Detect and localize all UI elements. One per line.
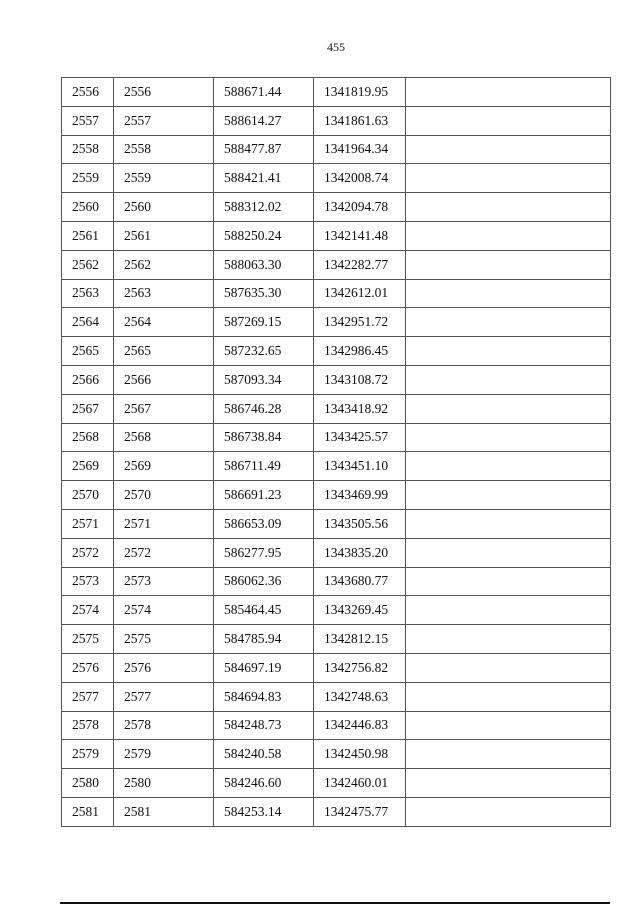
- cell-y-coordinate: 1343835.20: [314, 538, 406, 567]
- cell-point-number: 2563: [62, 279, 114, 308]
- cell-point-id: 2578: [114, 711, 214, 740]
- cell-point-number: 2581: [62, 797, 114, 826]
- cell-point-id: 2573: [114, 567, 214, 596]
- cell-point-id: 2571: [114, 509, 214, 538]
- cell-point-number: 2566: [62, 365, 114, 394]
- cell-point-id: 2557: [114, 106, 214, 135]
- cell-note: [406, 365, 611, 394]
- cell-y-coordinate: 1342951.72: [314, 308, 406, 337]
- cell-point-number: 2560: [62, 193, 114, 222]
- cell-point-id: 2581: [114, 797, 214, 826]
- table-row: [62, 797, 611, 826]
- cell-point-number: 2576: [62, 653, 114, 682]
- cell-y-coordinate: 1342282.77: [314, 250, 406, 279]
- cell-point-number: 2559: [62, 164, 114, 193]
- table-row: [62, 481, 611, 510]
- footer-rule: [60, 902, 610, 904]
- cell-x-coordinate: 586277.95: [214, 538, 314, 567]
- cell-y-coordinate: 1343418.92: [314, 394, 406, 423]
- cell-note: [406, 78, 611, 107]
- cell-point-id: 2559: [114, 164, 214, 193]
- cell-y-coordinate: 1343680.77: [314, 567, 406, 596]
- cell-note: [406, 193, 611, 222]
- table-row: [62, 423, 611, 452]
- cell-note: [406, 135, 611, 164]
- cell-point-id: 2562: [114, 250, 214, 279]
- cell-x-coordinate: 584246.60: [214, 769, 314, 798]
- cell-x-coordinate: 587269.15: [214, 308, 314, 337]
- cell-x-coordinate: 586691.23: [214, 481, 314, 510]
- cell-point-id: 2561: [114, 221, 214, 250]
- cell-x-coordinate: 584785.94: [214, 625, 314, 654]
- table-row: [62, 653, 611, 682]
- cell-note: [406, 797, 611, 826]
- cell-point-id: 2567: [114, 394, 214, 423]
- cell-point-number: 2562: [62, 250, 114, 279]
- cell-note: [406, 452, 611, 481]
- cell-point-id: 2568: [114, 423, 214, 452]
- cell-point-number: 2561: [62, 221, 114, 250]
- cell-point-id: 2556: [114, 78, 214, 107]
- table-row: [62, 193, 611, 222]
- cell-y-coordinate: 1341819.95: [314, 78, 406, 107]
- cell-x-coordinate: 586653.09: [214, 509, 314, 538]
- cell-point-id: 2576: [114, 653, 214, 682]
- cell-note: [406, 394, 611, 423]
- table-row: [62, 567, 611, 596]
- cell-point-number: 2572: [62, 538, 114, 567]
- cell-y-coordinate: 1343451.10: [314, 452, 406, 481]
- cell-point-id: 2560: [114, 193, 214, 222]
- cell-x-coordinate: 586738.84: [214, 423, 314, 452]
- cell-y-coordinate: 1342141.48: [314, 221, 406, 250]
- cell-point-number: 2577: [62, 682, 114, 711]
- cell-point-id: 2565: [114, 337, 214, 366]
- cell-point-number: 2575: [62, 625, 114, 654]
- cell-point-id: 2564: [114, 308, 214, 337]
- cell-point-id: 2579: [114, 740, 214, 769]
- cell-note: [406, 337, 611, 366]
- cell-point-number: 2565: [62, 337, 114, 366]
- cell-x-coordinate: 588312.02: [214, 193, 314, 222]
- cell-point-number: 2570: [62, 481, 114, 510]
- cell-note: [406, 250, 611, 279]
- page-number: 455: [327, 40, 345, 54]
- cell-y-coordinate: 1342756.82: [314, 653, 406, 682]
- table-row: [62, 625, 611, 654]
- cell-y-coordinate: 1342748.63: [314, 682, 406, 711]
- cell-point-number: 2568: [62, 423, 114, 452]
- cell-x-coordinate: 587093.34: [214, 365, 314, 394]
- cell-y-coordinate: 1342094.78: [314, 193, 406, 222]
- cell-point-id: 2563: [114, 279, 214, 308]
- cell-y-coordinate: 1343269.45: [314, 596, 406, 625]
- cell-x-coordinate: 584253.14: [214, 797, 314, 826]
- cell-x-coordinate: 586711.49: [214, 452, 314, 481]
- table-row: [62, 221, 611, 250]
- cell-point-id: 2580: [114, 769, 214, 798]
- cell-y-coordinate: 1343108.72: [314, 365, 406, 394]
- cell-note: [406, 596, 611, 625]
- coordinates-table-body: [62, 78, 611, 827]
- cell-point-id: 2572: [114, 538, 214, 567]
- cell-point-number: 2578: [62, 711, 114, 740]
- cell-y-coordinate: 1342446.83: [314, 711, 406, 740]
- cell-x-coordinate: 584248.73: [214, 711, 314, 740]
- cell-y-coordinate: 1342008.74: [314, 164, 406, 193]
- table-row: [62, 279, 611, 308]
- cell-x-coordinate: 586062.36: [214, 567, 314, 596]
- cell-x-coordinate: 588671.44: [214, 78, 314, 107]
- table-row: [62, 394, 611, 423]
- cell-x-coordinate: 586746.28: [214, 394, 314, 423]
- cell-point-id: 2569: [114, 452, 214, 481]
- cell-note: [406, 567, 611, 596]
- table-row: [62, 538, 611, 567]
- cell-note: [406, 682, 611, 711]
- cell-note: [406, 106, 611, 135]
- cell-point-number: 2569: [62, 452, 114, 481]
- table-row: [62, 308, 611, 337]
- table-row: [62, 135, 611, 164]
- table-row: [62, 711, 611, 740]
- cell-y-coordinate: 1343505.56: [314, 509, 406, 538]
- cell-note: [406, 221, 611, 250]
- table-row: [62, 682, 611, 711]
- cell-x-coordinate: 587635.30: [214, 279, 314, 308]
- cell-x-coordinate: 588614.27: [214, 106, 314, 135]
- cell-note: [406, 308, 611, 337]
- cell-point-number: 2573: [62, 567, 114, 596]
- table-row: [62, 164, 611, 193]
- cell-point-id: 2570: [114, 481, 214, 510]
- cell-point-number: 2558: [62, 135, 114, 164]
- cell-note: [406, 481, 611, 510]
- table-row: [62, 365, 611, 394]
- cell-y-coordinate: 1343425.57: [314, 423, 406, 452]
- cell-point-number: 2580: [62, 769, 114, 798]
- table-row: [62, 452, 611, 481]
- cell-y-coordinate: 1342460.01: [314, 769, 406, 798]
- coordinates-table: [61, 77, 611, 827]
- cell-note: [406, 509, 611, 538]
- table-row: [62, 78, 611, 107]
- cell-x-coordinate: 584240.58: [214, 740, 314, 769]
- cell-y-coordinate: 1341861.63: [314, 106, 406, 135]
- cell-y-coordinate: 1342986.45: [314, 337, 406, 366]
- cell-y-coordinate: 1342450.98: [314, 740, 406, 769]
- cell-note: [406, 164, 611, 193]
- cell-note: [406, 769, 611, 798]
- cell-point-number: 2567: [62, 394, 114, 423]
- cell-point-number: 2579: [62, 740, 114, 769]
- cell-x-coordinate: 585464.45: [214, 596, 314, 625]
- cell-y-coordinate: 1342812.15: [314, 625, 406, 654]
- cell-note: [406, 653, 611, 682]
- table-row: [62, 769, 611, 798]
- cell-point-id: 2566: [114, 365, 214, 394]
- table-row: [62, 740, 611, 769]
- table-row: [62, 337, 611, 366]
- cell-note: [406, 423, 611, 452]
- table-row: [62, 250, 611, 279]
- cell-x-coordinate: 588421.41: [214, 164, 314, 193]
- cell-y-coordinate: 1343469.99: [314, 481, 406, 510]
- cell-point-number: 2574: [62, 596, 114, 625]
- cell-point-number: 2557: [62, 106, 114, 135]
- cell-x-coordinate: 588063.30: [214, 250, 314, 279]
- cell-point-id: 2574: [114, 596, 214, 625]
- cell-y-coordinate: 1342475.77: [314, 797, 406, 826]
- cell-x-coordinate: 588250.24: [214, 221, 314, 250]
- table-row: [62, 509, 611, 538]
- cell-point-id: 2577: [114, 682, 214, 711]
- cell-x-coordinate: 584694.83: [214, 682, 314, 711]
- cell-note: [406, 740, 611, 769]
- cell-y-coordinate: 1341964.34: [314, 135, 406, 164]
- cell-note: [406, 538, 611, 567]
- table-row: [62, 106, 611, 135]
- cell-point-number: 2556: [62, 78, 114, 107]
- cell-x-coordinate: 584697.19: [214, 653, 314, 682]
- cell-note: [406, 711, 611, 740]
- table-row: [62, 596, 611, 625]
- cell-note: [406, 279, 611, 308]
- cell-x-coordinate: 587232.65: [214, 337, 314, 366]
- cell-point-id: 2575: [114, 625, 214, 654]
- cell-point-number: 2564: [62, 308, 114, 337]
- cell-point-number: 2571: [62, 509, 114, 538]
- cell-note: [406, 625, 611, 654]
- cell-y-coordinate: 1342612.01: [314, 279, 406, 308]
- cell-x-coordinate: 588477.87: [214, 135, 314, 164]
- cell-point-id: 2558: [114, 135, 214, 164]
